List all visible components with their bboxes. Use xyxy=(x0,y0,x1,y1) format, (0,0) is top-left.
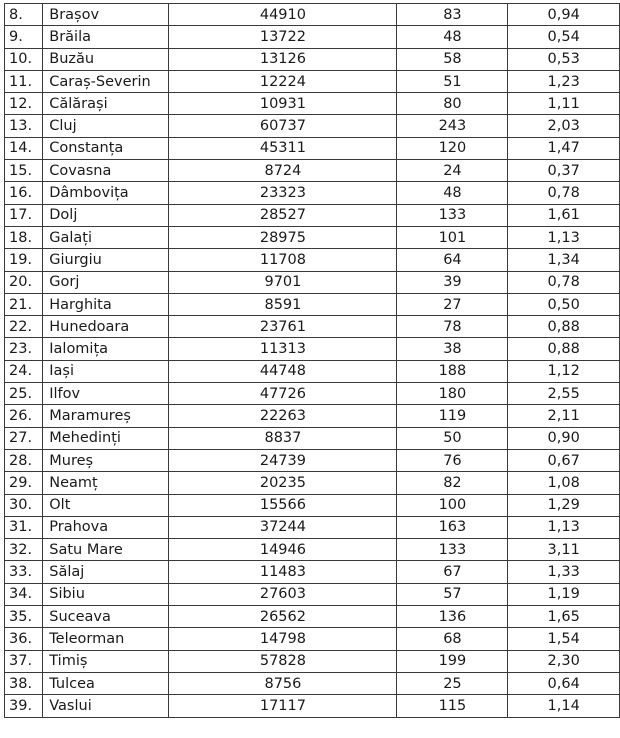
value-cell: 44910 xyxy=(169,4,397,26)
row-index-cell: 38. xyxy=(5,672,43,694)
county-name-cell: Prahova xyxy=(43,516,169,538)
rate-cell: 1,34 xyxy=(508,249,620,271)
rate-cell: 1,23 xyxy=(508,70,620,92)
table-row xyxy=(5,494,620,516)
county-name-cell: Iași xyxy=(43,360,169,382)
county-name-cell: Vaslui xyxy=(43,695,169,717)
rate-cell: 0,88 xyxy=(508,338,620,360)
value-cell: 10931 xyxy=(169,93,397,115)
rate-cell: 1,12 xyxy=(508,360,620,382)
county-name-cell: Ilfov xyxy=(43,383,169,405)
count-cell: 133 xyxy=(397,539,508,561)
table-row xyxy=(5,271,620,293)
row-index-cell: 25. xyxy=(5,383,43,405)
county-name-cell: Brașov xyxy=(43,4,169,26)
rate-cell: 0,94 xyxy=(508,4,620,26)
row-index-cell: 27. xyxy=(5,427,43,449)
row-index-cell: 24. xyxy=(5,360,43,382)
rate-cell: 0,54 xyxy=(508,26,620,48)
count-cell: 48 xyxy=(397,182,508,204)
county-name-cell: Constanța xyxy=(43,137,169,159)
rate-cell: 1,08 xyxy=(508,472,620,494)
table-row xyxy=(5,628,620,650)
value-cell: 22263 xyxy=(169,405,397,427)
count-cell: 24 xyxy=(397,160,508,182)
value-cell: 28527 xyxy=(169,204,397,226)
table-row xyxy=(5,405,620,427)
rate-cell: 3,11 xyxy=(508,539,620,561)
rate-cell: 0,50 xyxy=(508,293,620,315)
value-cell: 11483 xyxy=(169,561,397,583)
count-cell: 51 xyxy=(397,70,508,92)
row-index-cell: 13. xyxy=(5,115,43,137)
count-cell: 115 xyxy=(397,695,508,717)
table-row xyxy=(5,383,620,405)
table-row xyxy=(5,516,620,538)
county-name-cell: Gorj xyxy=(43,271,169,293)
county-name-cell: Brăila xyxy=(43,26,169,48)
value-cell: 9701 xyxy=(169,271,397,293)
count-cell: 39 xyxy=(397,271,508,293)
row-index-cell: 33. xyxy=(5,561,43,583)
count-cell: 136 xyxy=(397,606,508,628)
table-row xyxy=(5,338,620,360)
table-row xyxy=(5,606,620,628)
row-index-cell: 30. xyxy=(5,494,43,516)
value-cell: 11313 xyxy=(169,338,397,360)
row-index-cell: 26. xyxy=(5,405,43,427)
table-row xyxy=(5,4,620,26)
count-cell: 67 xyxy=(397,561,508,583)
rate-cell: 2,30 xyxy=(508,650,620,672)
count-cell: 243 xyxy=(397,115,508,137)
county-name-cell: Caraș-Severin xyxy=(43,70,169,92)
row-index-cell: 18. xyxy=(5,226,43,248)
rate-cell: 1,65 xyxy=(508,606,620,628)
table-row xyxy=(5,137,620,159)
table-row xyxy=(5,26,620,48)
county-name-cell: Mehedinți xyxy=(43,427,169,449)
row-index-cell: 29. xyxy=(5,472,43,494)
value-cell: 8591 xyxy=(169,293,397,315)
table-row xyxy=(5,182,620,204)
table-row xyxy=(5,316,620,338)
count-cell: 101 xyxy=(397,226,508,248)
count-cell: 80 xyxy=(397,93,508,115)
count-cell: 83 xyxy=(397,4,508,26)
rate-cell: 2,55 xyxy=(508,383,620,405)
count-cell: 120 xyxy=(397,137,508,159)
value-cell: 14798 xyxy=(169,628,397,650)
rate-cell: 1,19 xyxy=(508,583,620,605)
county-name-cell: Sălaj xyxy=(43,561,169,583)
table-row xyxy=(5,539,620,561)
county-name-cell: Mureș xyxy=(43,449,169,471)
table-row xyxy=(5,427,620,449)
row-index-cell: 8. xyxy=(5,4,43,26)
value-cell: 14946 xyxy=(169,539,397,561)
table-row xyxy=(5,472,620,494)
rate-cell: 0,53 xyxy=(508,48,620,70)
row-index-cell: 19. xyxy=(5,249,43,271)
table-row xyxy=(5,672,620,694)
count-cell: 57 xyxy=(397,583,508,605)
row-index-cell: 23. xyxy=(5,338,43,360)
rate-cell: 1,14 xyxy=(508,695,620,717)
value-cell: 23761 xyxy=(169,316,397,338)
county-data-table-container xyxy=(4,3,620,718)
rate-cell: 0,67 xyxy=(508,449,620,471)
value-cell: 44748 xyxy=(169,360,397,382)
row-index-cell: 32. xyxy=(5,539,43,561)
county-name-cell: Dâmbovița xyxy=(43,182,169,204)
row-index-cell: 20. xyxy=(5,271,43,293)
county-name-cell: Buzău xyxy=(43,48,169,70)
county-name-cell: Harghita xyxy=(43,293,169,315)
county-name-cell: Satu Mare xyxy=(43,539,169,561)
value-cell: 45311 xyxy=(169,137,397,159)
rate-cell: 2,11 xyxy=(508,405,620,427)
county-name-cell: Călărași xyxy=(43,93,169,115)
count-cell: 119 xyxy=(397,405,508,427)
county-name-cell: Neamț xyxy=(43,472,169,494)
table-row xyxy=(5,115,620,137)
row-index-cell: 28. xyxy=(5,449,43,471)
value-cell: 15566 xyxy=(169,494,397,516)
value-cell: 13126 xyxy=(169,48,397,70)
rate-cell: 1,33 xyxy=(508,561,620,583)
county-data-table xyxy=(4,3,620,718)
rate-cell: 1,11 xyxy=(508,93,620,115)
county-name-cell: Galați xyxy=(43,226,169,248)
value-cell: 57828 xyxy=(169,650,397,672)
table-row xyxy=(5,204,620,226)
row-index-cell: 15. xyxy=(5,160,43,182)
county-name-cell: Covasna xyxy=(43,160,169,182)
row-index-cell: 31. xyxy=(5,516,43,538)
count-cell: 50 xyxy=(397,427,508,449)
county-name-cell: Cluj xyxy=(43,115,169,137)
count-cell: 78 xyxy=(397,316,508,338)
count-cell: 27 xyxy=(397,293,508,315)
row-index-cell: 39. xyxy=(5,695,43,717)
count-cell: 188 xyxy=(397,360,508,382)
table-row xyxy=(5,650,620,672)
value-cell: 27603 xyxy=(169,583,397,605)
row-index-cell: 11. xyxy=(5,70,43,92)
value-cell: 12224 xyxy=(169,70,397,92)
value-cell: 60737 xyxy=(169,115,397,137)
rate-cell: 1,29 xyxy=(508,494,620,516)
row-index-cell: 34. xyxy=(5,583,43,605)
count-cell: 100 xyxy=(397,494,508,516)
county-name-cell: Teleorman xyxy=(43,628,169,650)
row-index-cell: 21. xyxy=(5,293,43,315)
row-index-cell: 14. xyxy=(5,137,43,159)
table-row xyxy=(5,48,620,70)
table-row xyxy=(5,160,620,182)
count-cell: 48 xyxy=(397,26,508,48)
row-index-cell: 22. xyxy=(5,316,43,338)
count-cell: 82 xyxy=(397,472,508,494)
count-cell: 180 xyxy=(397,383,508,405)
rate-cell: 0,64 xyxy=(508,672,620,694)
value-cell: 47726 xyxy=(169,383,397,405)
count-cell: 38 xyxy=(397,338,508,360)
rate-cell: 1,54 xyxy=(508,628,620,650)
county-name-cell: Dolj xyxy=(43,204,169,226)
rate-cell: 1,47 xyxy=(508,137,620,159)
value-cell: 8724 xyxy=(169,160,397,182)
count-cell: 199 xyxy=(397,650,508,672)
table-row xyxy=(5,449,620,471)
county-name-cell: Sibiu xyxy=(43,583,169,605)
row-index-cell: 12. xyxy=(5,93,43,115)
table-row xyxy=(5,70,620,92)
county-name-cell: Timiș xyxy=(43,650,169,672)
row-index-cell: 37. xyxy=(5,650,43,672)
count-cell: 25 xyxy=(397,672,508,694)
county-name-cell: Hunedoara xyxy=(43,316,169,338)
count-cell: 64 xyxy=(397,249,508,271)
table-row xyxy=(5,93,620,115)
value-cell: 8837 xyxy=(169,427,397,449)
table-row xyxy=(5,561,620,583)
table-row xyxy=(5,249,620,271)
value-cell: 23323 xyxy=(169,182,397,204)
value-cell: 24739 xyxy=(169,449,397,471)
table-body xyxy=(5,4,620,718)
rate-cell: 0,88 xyxy=(508,316,620,338)
value-cell: 8756 xyxy=(169,672,397,694)
table-row xyxy=(5,293,620,315)
table-row xyxy=(5,695,620,717)
row-index-cell: 10. xyxy=(5,48,43,70)
row-index-cell: 17. xyxy=(5,204,43,226)
rate-cell: 2,03 xyxy=(508,115,620,137)
rate-cell: 0,78 xyxy=(508,182,620,204)
value-cell: 37244 xyxy=(169,516,397,538)
value-cell: 11708 xyxy=(169,249,397,271)
count-cell: 133 xyxy=(397,204,508,226)
value-cell: 13722 xyxy=(169,26,397,48)
table-row xyxy=(5,226,620,248)
row-index-cell: 9. xyxy=(5,26,43,48)
value-cell: 26562 xyxy=(169,606,397,628)
county-name-cell: Suceava xyxy=(43,606,169,628)
rate-cell: 0,37 xyxy=(508,160,620,182)
row-index-cell: 16. xyxy=(5,182,43,204)
value-cell: 28975 xyxy=(169,226,397,248)
county-name-cell: Olt xyxy=(43,494,169,516)
table-row xyxy=(5,360,620,382)
count-cell: 76 xyxy=(397,449,508,471)
count-cell: 58 xyxy=(397,48,508,70)
count-cell: 68 xyxy=(397,628,508,650)
value-cell: 17117 xyxy=(169,695,397,717)
rate-cell: 0,90 xyxy=(508,427,620,449)
row-index-cell: 35. xyxy=(5,606,43,628)
county-name-cell: Tulcea xyxy=(43,672,169,694)
county-name-cell: Maramureș xyxy=(43,405,169,427)
county-name-cell: Ialomița xyxy=(43,338,169,360)
rate-cell: 1,61 xyxy=(508,204,620,226)
county-name-cell: Giurgiu xyxy=(43,249,169,271)
rate-cell: 1,13 xyxy=(508,226,620,248)
table-row xyxy=(5,583,620,605)
rate-cell: 0,78 xyxy=(508,271,620,293)
rate-cell: 1,13 xyxy=(508,516,620,538)
count-cell: 163 xyxy=(397,516,508,538)
row-index-cell: 36. xyxy=(5,628,43,650)
value-cell: 20235 xyxy=(169,472,397,494)
